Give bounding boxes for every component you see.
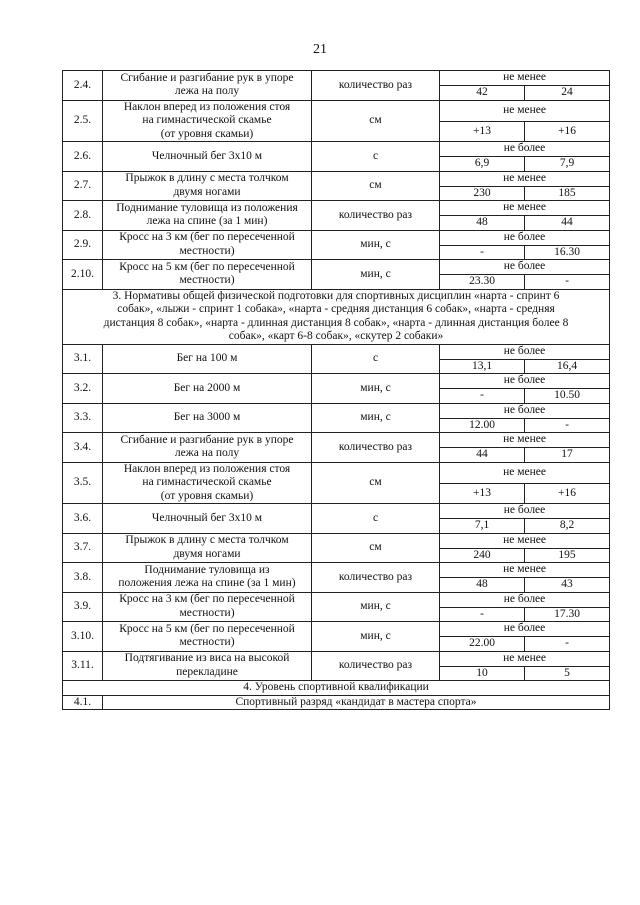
- value-cell-1: 48: [440, 578, 525, 593]
- condition-cell: не более: [440, 504, 610, 519]
- value-cell-2: 44: [525, 216, 610, 231]
- value-cell-1: 10: [440, 666, 525, 681]
- value-cell-2: +16: [525, 483, 610, 503]
- row-number: 3.2.: [63, 374, 103, 404]
- unit-cell: мин, с: [312, 622, 440, 652]
- table-row: [63, 71, 610, 86]
- row-number: 3.5.: [63, 462, 103, 504]
- exercise-name: Наклон вперед из положения стоя на гимнастической скамье (от уровня скамьи): [103, 100, 312, 142]
- row-number: 3.7.: [63, 533, 103, 563]
- row-number: 2.6.: [63, 142, 103, 172]
- value-cell-1: 240: [440, 548, 525, 563]
- table-row: [63, 201, 610, 216]
- condition-cell: не более: [440, 344, 610, 359]
- exercise-name: Сгибание и разгибание рук в упоре лежа на полу: [103, 433, 312, 463]
- value-cell-1: 48: [440, 216, 525, 231]
- qualification-text: Спортивный разряд «кандидат в мастера спорта»: [103, 695, 610, 710]
- unit-cell: см: [312, 533, 440, 563]
- table-row: [63, 142, 610, 157]
- condition-cell: не более: [440, 403, 610, 418]
- exercise-name: Кросс на 3 км (бег по пересеченной местности): [103, 230, 312, 260]
- table-row: [63, 403, 610, 418]
- value-cell-2: 10.50: [525, 389, 610, 404]
- value-cell-2: -: [525, 418, 610, 433]
- exercise-name: Прыжок в длину с места толчком двумя ногами: [103, 171, 312, 201]
- condition-cell: не более: [440, 592, 610, 607]
- unit-cell: с: [312, 344, 440, 374]
- value-cell-2: 16.30: [525, 245, 610, 260]
- condition-cell: не более: [440, 142, 610, 157]
- row-number: 3.6.: [63, 504, 103, 534]
- table-row: [63, 462, 610, 483]
- table-row: [63, 260, 610, 275]
- unit-cell: количество раз: [312, 433, 440, 463]
- unit-cell: мин, с: [312, 230, 440, 260]
- value-cell-2: -: [525, 275, 610, 290]
- value-cell-1: 230: [440, 186, 525, 201]
- exercise-name: Наклон вперед из положения стоя на гимнастической скамье (от уровня скамьи): [103, 462, 312, 504]
- value-cell-1: 23.30: [440, 275, 525, 290]
- exercise-name: Подтягивание из виса на высокой перекладине: [103, 651, 312, 681]
- value-cell-2: 17.30: [525, 607, 610, 622]
- condition-cell: не менее: [440, 201, 610, 216]
- condition-cell: не более: [440, 230, 610, 245]
- row-number: 3.8.: [63, 563, 103, 593]
- table-row: [63, 651, 610, 666]
- section-heading: 4. Уровень спортивной квалификации: [63, 681, 610, 696]
- value-cell-2: -: [525, 637, 610, 652]
- value-cell-1: -: [440, 245, 525, 260]
- row-number: 3.9.: [63, 592, 103, 622]
- exercise-name: Бег на 100 м: [103, 344, 312, 374]
- section-row: [63, 681, 610, 696]
- unit-cell: см: [312, 462, 440, 504]
- section-heading: 3. Нормативы общей физической подготовки для спортивных дисциплин «нарта - спринт 6 собак», «лыжи - спринт 1 собака», «нарта - средняя дистанция 6 собак», «нарта - средняя дистанция 8 собак», «нарта - длинная дистанция 8 собак», «нарта - длинная дистанция более 8 собак», «карт 6-8 собак», «скутер 2 собаки»: [63, 289, 610, 344]
- row-number: 2.4.: [63, 71, 103, 101]
- unit-cell: мин, с: [312, 374, 440, 404]
- table-row: [63, 374, 610, 389]
- value-cell-1: 12.00: [440, 418, 525, 433]
- condition-cell: не более: [440, 622, 610, 637]
- condition-cell: не менее: [440, 651, 610, 666]
- unit-cell: количество раз: [312, 201, 440, 231]
- table-row: [63, 622, 610, 637]
- unit-cell: с: [312, 504, 440, 534]
- condition-cell: не менее: [440, 171, 610, 186]
- exercise-name: Челночный бег 3x10 м: [103, 142, 312, 172]
- page-number: 21: [313, 42, 327, 57]
- exercise-name: Кросс на 5 км (бег по пересеченной местности): [103, 260, 312, 290]
- unit-cell: количество раз: [312, 563, 440, 593]
- condition-cell: не более: [440, 260, 610, 275]
- table-row: [63, 230, 610, 245]
- unit-cell: мин, с: [312, 592, 440, 622]
- value-cell-1: 42: [440, 86, 525, 101]
- table-row: [63, 563, 610, 578]
- exercise-name: Бег на 2000 м: [103, 374, 312, 404]
- value-cell-2: 16,4: [525, 359, 610, 374]
- exercise-name: Кросс на 5 км (бег по пересеченной местности): [103, 622, 312, 652]
- unit-cell: см: [312, 171, 440, 201]
- condition-cell: не менее: [440, 433, 610, 448]
- condition-cell: не менее: [440, 462, 610, 483]
- value-cell-1: -: [440, 389, 525, 404]
- table-row: [63, 592, 610, 607]
- value-cell-1: 22.00: [440, 637, 525, 652]
- row-number: 3.11.: [63, 651, 103, 681]
- qualification-row: [63, 695, 610, 710]
- exercise-name: Поднимание туловища из положения лежа на спине (за 1 мин): [103, 201, 312, 231]
- table-row: [63, 100, 610, 121]
- row-number: 2.8.: [63, 201, 103, 231]
- table-row: [63, 171, 610, 186]
- value-cell-1: 6,9: [440, 157, 525, 172]
- table-row: [63, 344, 610, 359]
- exercise-name: Бег на 3000 м: [103, 403, 312, 433]
- row-number: 2.10.: [63, 260, 103, 290]
- value-cell-1: +13: [440, 121, 525, 141]
- row-number: 3.1.: [63, 344, 103, 374]
- exercise-name: Кросс на 3 км (бег по пересеченной местности): [103, 592, 312, 622]
- row-number: 2.5.: [63, 100, 103, 142]
- table-row: [63, 504, 610, 519]
- row-number: 4.1.: [63, 695, 103, 710]
- unit-cell: мин, с: [312, 403, 440, 433]
- value-cell-1: 44: [440, 448, 525, 463]
- unit-cell: с: [312, 142, 440, 172]
- value-cell-1: +13: [440, 483, 525, 503]
- table-row: [63, 533, 610, 548]
- condition-cell: не более: [440, 374, 610, 389]
- value-cell-2: 195: [525, 548, 610, 563]
- norms-table: [62, 70, 610, 710]
- unit-cell: количество раз: [312, 71, 440, 101]
- row-number: 2.9.: [63, 230, 103, 260]
- exercise-name: Сгибание и разгибание рук в упоре лежа на полу: [103, 71, 312, 101]
- value-cell-2: 185: [525, 186, 610, 201]
- value-cell-2: 43: [525, 578, 610, 593]
- condition-cell: не менее: [440, 533, 610, 548]
- exercise-name: Прыжок в длину с места толчком двумя ногами: [103, 533, 312, 563]
- exercise-name: Поднимание туловища из положения лежа на спине (за 1 мин): [103, 563, 312, 593]
- value-cell-1: -: [440, 607, 525, 622]
- value-cell-2: +16: [525, 121, 610, 141]
- unit-cell: количество раз: [312, 651, 440, 681]
- value-cell-1: 7,1: [440, 519, 525, 534]
- value-cell-2: 5: [525, 666, 610, 681]
- row-number: 2.7.: [63, 171, 103, 201]
- section-row: [63, 289, 610, 344]
- row-number: 3.3.: [63, 403, 103, 433]
- condition-cell: не менее: [440, 71, 610, 86]
- value-cell-2: 24: [525, 86, 610, 101]
- condition-cell: не менее: [440, 100, 610, 121]
- value-cell-2: 17: [525, 448, 610, 463]
- value-cell-1: 13,1: [440, 359, 525, 374]
- unit-cell: см: [312, 100, 440, 142]
- row-number: 3.10.: [63, 622, 103, 652]
- value-cell-2: 8,2: [525, 519, 610, 534]
- table-row: [63, 433, 610, 448]
- exercise-name: Челночный бег 3x10 м: [103, 504, 312, 534]
- unit-cell: мин, с: [312, 260, 440, 290]
- condition-cell: не менее: [440, 563, 610, 578]
- row-number: 3.4.: [63, 433, 103, 463]
- norms-table-body: [63, 71, 610, 710]
- value-cell-2: 7,9: [525, 157, 610, 172]
